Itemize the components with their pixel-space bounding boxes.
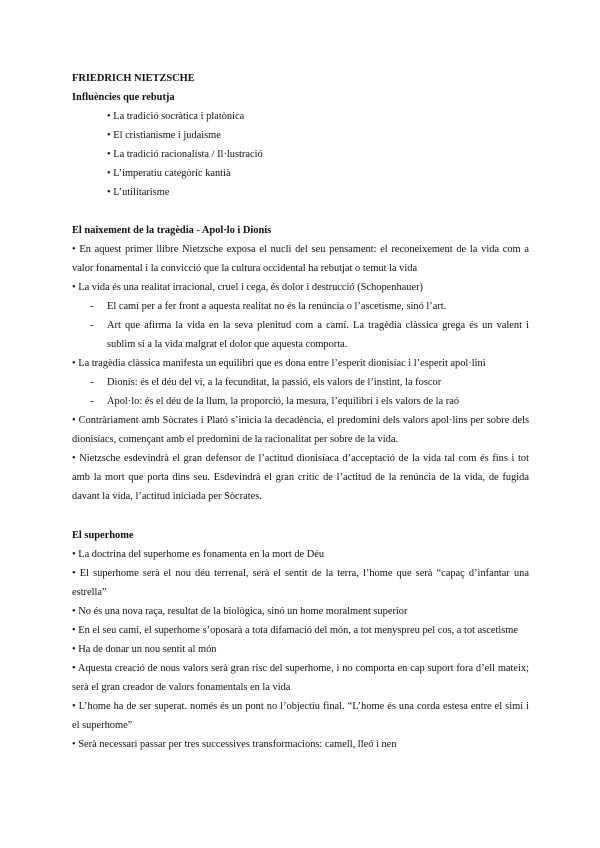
paragraph: • La tragèdia clàssica manifesta un equilibri que es dona entre l’esperit dionisíac i l’esperit apol·lini [72,358,486,369]
list-item: • En el seu camí, el superhome s’oposarà a tota difamació del món, a tot menyspreu pel cos, a tot ascetisme [72,625,518,636]
influences-heading: Influències que rebutja [72,92,175,103]
dash-item-text: Apol·lo: és el déu de la llum, la proporció, la mesura, l’equilibri i els valors de la raó [107,396,460,407]
list-item: • L’utilitarisme [107,187,170,198]
document-title: FRIEDRICH NIETZSCHE [72,73,195,84]
paragraph: • La vida és una realitat irracional, cruel i cega, és dolor i destrucció (Schopenhauer) [72,282,423,293]
dash-item-text: El camí per a fer front a aquesta realitat no és la renúncia o l’ascetisme, sinó l’art. [107,301,447,312]
dash-item [72,297,529,316]
list-item: • El superhome serà el nou déu terrenal, serà el sentit de la terra, l’home que serà “capaç d’infantar una estrella” [72,568,529,598]
list-item: • Ha de donar un nou sentit al món [72,644,217,655]
list-item: • No és una nova raça, resultat de la biològica, sinó un home moralment superior [72,606,408,617]
paragraph: • Contràriament amb Sòcrates i Plató s’inicia la decadència, el predomini dels valors apol·lins per sobre dels dionisíacs, començant amb el predomini de la racionalitat per sobre de la vida. [72,415,529,445]
dash-marker: - [90,396,94,407]
dash-item [72,316,529,354]
dash-item [72,373,529,392]
paragraph: • En aquest primer llibre Nietzsche exposa el nucli del seu pensament: el reconeixement de la vida com a valor fonamental i la convicció que la cultura occidental ha rebutjat o temut la vida [72,244,529,274]
list-item: • La doctrina del superhome es fonamenta en la mort de Déu [72,549,325,560]
list-item: • Serà necessari passar per tres successives transformacions: camell, lleó i nen [72,739,397,750]
list-item: • El cristianisme i judaisme [107,130,221,141]
influences-list [72,107,529,202]
dash-marker: - [90,377,94,388]
list-item: • L’imperatiu categòric kantià [107,168,231,179]
dash-item-text: Dionís: és el déu del vi, a la fecunditat, la passió, els valors de l’instint, la foscor [107,377,442,388]
dash-marker: - [90,320,94,331]
paragraph: • Nietzsche esdevindrà el gran defensor de l’actitud dionisíaca d’acceptació de la vida tal com és fins i tot amb la mort que porta dins seu. Esdevindrà el gran crític de l’actitud de la renúncia de la vida, de fugida davant la vida, l’actitud iniciada per Sòcrates. [72,453,529,502]
dash-item-text: Art que afirma la vida en la seva plenitud com a camí. La tragèdia clàssica grega és un valent i sublim sí a la vida malgrat el dolor que aquesta comporta. [107,320,529,350]
dash-marker: - [90,301,94,312]
section-heading-superhome: El superhome [72,530,134,541]
dash-item [72,392,529,411]
list-item: • La tradició socràtica i platònica [107,111,245,122]
document-content [72,69,529,754]
list-item: • Aquesta creació de nous valors serà gran risc del superhome, i no comporta en cap suport fora d’ell mateix; serà el gran creador de valors fonamentals en la vida [72,663,529,693]
section-heading-tragedy: El naixement de la tragèdia - Apol·lo i Dionís [72,225,272,236]
list-item: • La tradició racionalista / Il·lustració [107,149,263,160]
list-item: • L’home ha de ser superat. només és un pont no l’objectiu final. “L’home és una corda estesa entre el simi i el superhome” [72,701,529,731]
